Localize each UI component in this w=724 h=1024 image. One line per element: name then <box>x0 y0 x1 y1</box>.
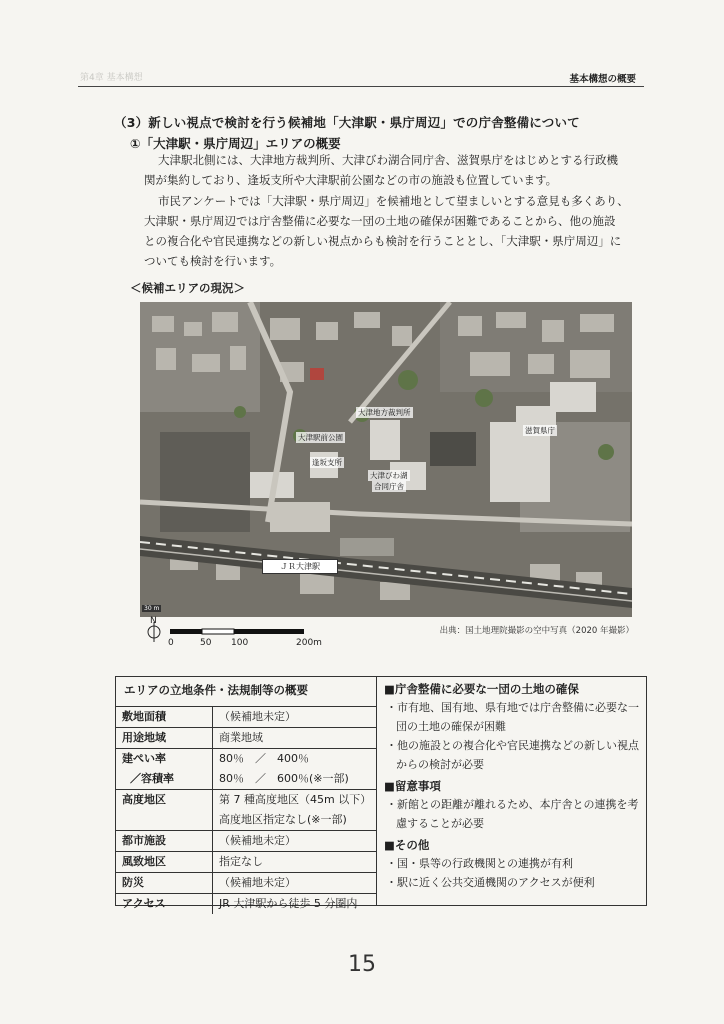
chapter-header: 第4章 基本構想 <box>80 73 143 83</box>
table-row <box>116 749 376 770</box>
notes-bullet: ・市有地、国有地、県有地では庁舎整備に必要な一団の土地の確保が困難 <box>386 701 639 733</box>
row-value: （候補地未定） <box>219 710 296 723</box>
running-header: 基本構想の概要 <box>569 74 636 85</box>
subsection-title: ①「大津駅・県庁周辺」エリアの概要 <box>130 136 341 151</box>
row-key: ／容積率 <box>116 769 213 790</box>
table-row <box>116 728 376 749</box>
row-value: 商業地域 <box>213 728 377 749</box>
notes-bullet: ・国・県等の行政機関との連携が有利 <box>386 857 573 870</box>
page-number: 15 <box>348 952 376 977</box>
table-row <box>116 769 376 790</box>
table-row <box>116 707 376 728</box>
row-value: 80％ ／ 600％(※一部) <box>219 772 349 785</box>
paragraph-line: 大津駅北側には、大津地方裁判所、大津びわ湖合同庁舎、滋賀県庁をはじめとする行政機 <box>158 153 618 167</box>
notes-bullet: ・新館との距離が離れるため、本庁舎との連携を考慮することが必要 <box>386 798 639 830</box>
notes-heading-remarks: ■留意事項 <box>384 779 441 793</box>
table-row <box>116 790 376 811</box>
row-key: 高度地区 <box>116 790 213 811</box>
paragraph-survey <box>144 191 644 271</box>
table-row <box>116 873 376 894</box>
conditions-panel <box>116 677 377 910</box>
map-caption: ＜候補エリアの現況＞ <box>130 281 245 295</box>
row-key: 防災 <box>116 873 213 894</box>
row-value: 80％ ／ 400％ <box>213 749 377 770</box>
row-key <box>116 810 213 831</box>
row-key: 都市施設 <box>116 831 213 852</box>
paragraph-overview <box>144 150 644 190</box>
row-key: アクセス <box>116 894 213 915</box>
paragraph-line: 市民アンケートでは「大津駅・県庁周辺」を候補地として望ましいとする意見も多くあり、 <box>158 194 629 208</box>
map-label-joint-office-1: 大津びわ湖 <box>370 471 408 480</box>
table-row <box>116 852 376 873</box>
map-label-court: 大津地方裁判所 <box>358 408 411 417</box>
row-value: 第 7 種高度地区（45m 以下） <box>213 790 377 811</box>
row-key: 建ぺい率 <box>116 749 213 770</box>
paragraph-line: との複合化や官民連携などの新しい視点からも検討を行うこととし、「大津駅・県庁周辺」に <box>144 234 622 248</box>
scale-bar <box>146 616 346 660</box>
scale-tick-50: 50 <box>200 638 212 648</box>
scale-tick-200: 200m <box>296 638 322 648</box>
row-key: 用途地域 <box>116 728 213 749</box>
notes-bullet: ・駅に近く公共交通機関のアクセスが便利 <box>386 876 595 889</box>
paragraph-line: ついても検討を行います。 <box>144 254 282 268</box>
notes-heading-land: ■庁舎整備に必要な一団の土地の確保 <box>384 682 579 696</box>
conditions-title: エリアの立地条件・法規制等の概要 <box>116 677 376 707</box>
aerial-photo <box>140 302 632 617</box>
notes-bullet: ・他の施設との複合化や官民連携などの新しい視点からの検討が必要 <box>386 739 639 771</box>
scale-tick-0: 0 <box>168 638 174 648</box>
table-row <box>116 894 376 915</box>
header-rule <box>78 86 644 87</box>
row-value: 指定なし <box>213 852 377 873</box>
map-label-station: ＪＲ大津駅 <box>262 559 338 574</box>
paragraph-line: 関が集約しており、逢坂支所や大津駅前公園などの市の施設も位置しています。 <box>144 173 558 187</box>
map-label-prefecture: 滋賀県庁 <box>525 426 555 435</box>
map-label-park: 大津駅前公園 <box>298 433 343 442</box>
row-key: 風致地区 <box>116 852 213 873</box>
north-label: N <box>150 616 157 626</box>
section-title: （3）新しい視点で検討を行う候補地「大津駅・県庁周辺」での庁舎整備について <box>114 115 580 130</box>
conditions-table <box>116 707 376 914</box>
notes-panel <box>378 677 644 905</box>
map-mini-scale: 30 m <box>144 605 160 612</box>
notes-heading-other: ■その他 <box>384 838 430 852</box>
aerial-photo-art <box>140 302 632 617</box>
row-value: （候補地未定） <box>213 873 377 894</box>
row-key: 敷地面積 <box>116 707 213 728</box>
paragraph-line: 大津駅・県庁周辺では庁舎整備に必要な一団の土地の確保が困難であることから、他の施設 <box>144 214 616 228</box>
row-value: 高度地区指定なし(※一部) <box>219 813 347 826</box>
row-value: （候補地未定） <box>213 831 377 852</box>
table-row <box>116 810 376 831</box>
map-label-branch: 逢坂支所 <box>312 458 342 467</box>
row-value: JR 大津駅から徒歩 5 分圏内 <box>213 894 377 915</box>
table-row <box>116 831 376 852</box>
map-label-joint-office-2: 合同庁舎 <box>374 482 404 491</box>
scale-tick-100: 100 <box>231 638 249 648</box>
photo-credit: 出典：国土地理院撮影の空中写真（2020 年撮影） <box>439 626 634 636</box>
info-box <box>115 676 647 910</box>
